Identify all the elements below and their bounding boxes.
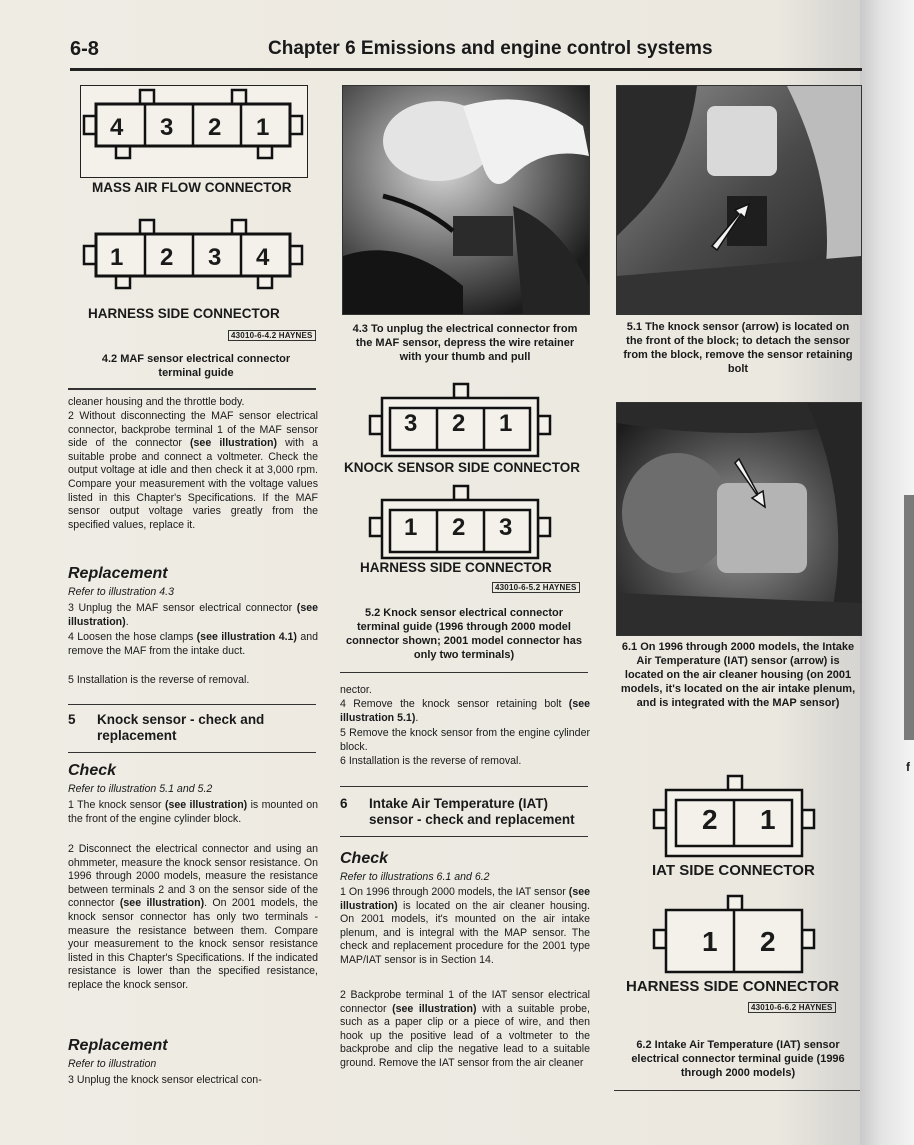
page-number: 6-8 xyxy=(70,38,99,60)
fig62-bottom-connector-diagram xyxy=(652,894,816,978)
col1-refer-5-1: Refer to illustration 5.1 and 5.2 xyxy=(68,783,213,795)
fig62-top-pin-2: 1 xyxy=(760,804,776,835)
fig43-photo xyxy=(342,85,590,315)
fig52-top-label: KNOCK SENSOR SIDE CONNECTOR xyxy=(344,460,581,475)
fig62-bottom-label: HARNESS SIDE CONNECTOR xyxy=(626,978,840,995)
fig52-top-pin-1: 3 xyxy=(404,410,418,437)
section-6-number: 6 xyxy=(340,796,348,811)
fig42-bottom-pin-1: 1 xyxy=(110,244,124,271)
col1-step-3: 3 Unplug the MAF sensor electrical connector (see illustration). xyxy=(68,602,318,628)
fig51-photo xyxy=(616,85,862,315)
col2-rule-2 xyxy=(340,786,588,787)
fig42-bottom-pin-3: 3 xyxy=(208,244,222,271)
col1-step-2: 2 Without disconnecting the MAF sensor electrical connector, backprobe terminal 1 of the MAF sensor side of the connector (see illustration) with a suitable probe and connect a voltmeter. Check the output voltage at idle and then check it at 3,000 rpm. Compare your measurement with the voltage values listed in this Chapter's Specifications. If the MAF sensor output voltage varies greatly from the specified values, replace it. xyxy=(68,410,319,531)
fig42-top-pin-2: 3 xyxy=(160,114,174,141)
col2-nector: nector. xyxy=(340,684,372,696)
fig42-bottom-label: HARNESS SIDE CONNECTOR xyxy=(88,306,280,321)
col2-knock-6: 6 Installation is the reverse of removal. xyxy=(340,755,522,767)
fig52-bottom-pin-3: 3 xyxy=(499,514,513,541)
fig62-top-pin-1: 2 xyxy=(702,804,718,835)
col1-refer-3: Refer to illustration xyxy=(68,1058,157,1070)
col1-knock-2: 2 Disconnect the electrical connector and using an ohmmeter, measure the knock sensor resistance. On 1996 through 2000 models, measure the resistance between terminals 2 and 3 on the sensor side of the connector (see illustration). On 2001 models, the knock sensor connector has only two terminals - measure the resistance between them. Compare your measurement to the knock sensor resistance listed in this Chapter's Specifications. If the indicated resistance is lower than the specified resistance, replace the knock sensor. xyxy=(68,843,318,991)
header-rule xyxy=(70,68,862,71)
col3-bottom-rule xyxy=(614,1090,860,1091)
col1-knock-1: 1 The knock sensor (see illustration) is mounted on the front of the engine cylinder block. xyxy=(68,799,318,825)
col2-heading-check: Check xyxy=(340,850,389,867)
chapter-title: Chapter 6 Emissions and engine control systems xyxy=(268,38,713,59)
col2-rule-3 xyxy=(340,836,588,837)
adjacent-page-photo-edge xyxy=(904,495,914,740)
fig61-photo xyxy=(616,402,862,636)
fig52-caption: 5.2 Knock sensor electrical connector terminal guide (1996 through 2000 model connector shown; 2001 model connector has only two terminals) xyxy=(346,607,582,661)
fig42-top-pin-3: 2 xyxy=(208,114,222,141)
section-6-title: Intake Air Temperature (IAT) sensor - check and replacement xyxy=(369,796,575,827)
fig62-top-connector-diagram xyxy=(652,774,816,864)
col1-rule-1 xyxy=(68,388,316,390)
fig52-top-pin-3: 1 xyxy=(499,410,513,437)
fig61-caption: 6.1 On 1996 through 2000 models, the Intake Air Temperature (IAT) sensor (arrow) is located on the air cleaner housing (on 2001 models, it's located on the air intake plenum, and is integrated with the MAP sensor) xyxy=(620,641,856,709)
section-5-number: 5 xyxy=(68,712,76,727)
col2-iat-2: 2 Backprobe terminal 1 of the IAT sensor electrical connector (see illustration) with a suitable probe, such as a paper clip or a piece of wire, and then hook up the positive lead of a voltmeter to the backprobe and clip the negative lead to a suitable ground. Remove the IAT sensor from the air cleaner xyxy=(340,989,590,1069)
fig42-top-pin-1: 4 xyxy=(110,114,124,141)
fig62-code: 43010-6-6.2 HAYNES xyxy=(748,1002,836,1013)
col2-knock-5: 5 Remove the knock sensor from the engine cylinder block. xyxy=(340,727,590,753)
fig42-bottom-pin-4: 4 xyxy=(256,244,270,271)
col1-rule-3 xyxy=(68,752,316,753)
col2-knock-4: 4 Remove the knock sensor retaining bolt (see illustration 5.1). xyxy=(340,698,590,724)
col1-knock-3: 3 Unplug the knock sensor electrical con- xyxy=(68,1074,262,1086)
col2-rule-1 xyxy=(340,672,588,673)
fig51-caption: 5.1 The knock sensor (arrow) is located on the front of the block; to detach the sensor from the block, remove the sensor retaining bolt xyxy=(623,321,853,375)
fig42-code: 43010-6-4.2 HAYNES xyxy=(228,330,316,341)
fig52-bottom-pin-2: 2 xyxy=(452,514,466,541)
fig62-bottom-pin-1: 1 xyxy=(702,926,718,957)
fig62-caption: 6.2 Intake Air Temperature (IAT) sensor electrical connector terminal guide (1996 through 2000 models) xyxy=(631,1039,845,1079)
fig52-code: 43010-6-5.2 HAYNES xyxy=(492,582,580,593)
col2-refer-6-1: Refer to illustrations 6.1 and 6.2 xyxy=(340,871,490,883)
fig42-top-pin-4: 1 xyxy=(256,114,270,141)
see-illustration-ref: (see illustration) xyxy=(190,437,278,450)
fig62-bottom-pin-2: 2 xyxy=(760,926,776,957)
col1-intro: cleaner housing and the throttle body. xyxy=(68,396,245,408)
col1-heading-check: Check xyxy=(68,762,117,779)
col1-rule-2 xyxy=(68,704,316,705)
col1-heading-replacement-2: Replacement xyxy=(68,1037,168,1054)
col2-iat-1: 1 On 1996 through 2000 models, the IAT sensor (see illustration) is located on the air cleaner housing. On 2001 models, it's mounted on the air intake plenum, and is integral with the MAP sensor. The check and replacement procedure for the 2001 type MAP/IAT sensor is in Section 14. xyxy=(340,886,590,966)
col1-step-4: 4 Loosen the hose clamps (see illustration 4.1) and remove the MAF from the intake duct. xyxy=(68,631,318,657)
fig52-bottom-pin-1: 1 xyxy=(404,514,418,541)
fig42-top-label: MASS AIR FLOW CONNECTOR xyxy=(92,180,292,195)
section-5-title: Knock sensor - check and replacement xyxy=(97,712,265,743)
fig52-bottom-label: HARNESS SIDE CONNECTOR xyxy=(360,560,552,575)
fig62-top-label: IAT SIDE CONNECTOR xyxy=(652,862,815,879)
fig42-caption: 4.2 MAF sensor electrical connector terminal guide xyxy=(101,353,291,379)
col1-refer-4-3: Refer to illustration 4.3 xyxy=(68,586,174,598)
fig43-caption: 4.3 To unplug the electrical connector from the MAF sensor, depress the wire retainer with your thumb and pull xyxy=(352,323,578,363)
adjacent-page-letter: f xyxy=(906,760,910,774)
fig42-bottom-pin-2: 2 xyxy=(160,244,174,271)
col1-heading-replacement: Replacement xyxy=(68,565,168,582)
fig52-top-pin-2: 2 xyxy=(452,410,466,437)
col1-step-5: 5 Installation is the reverse of removal. xyxy=(68,674,250,686)
